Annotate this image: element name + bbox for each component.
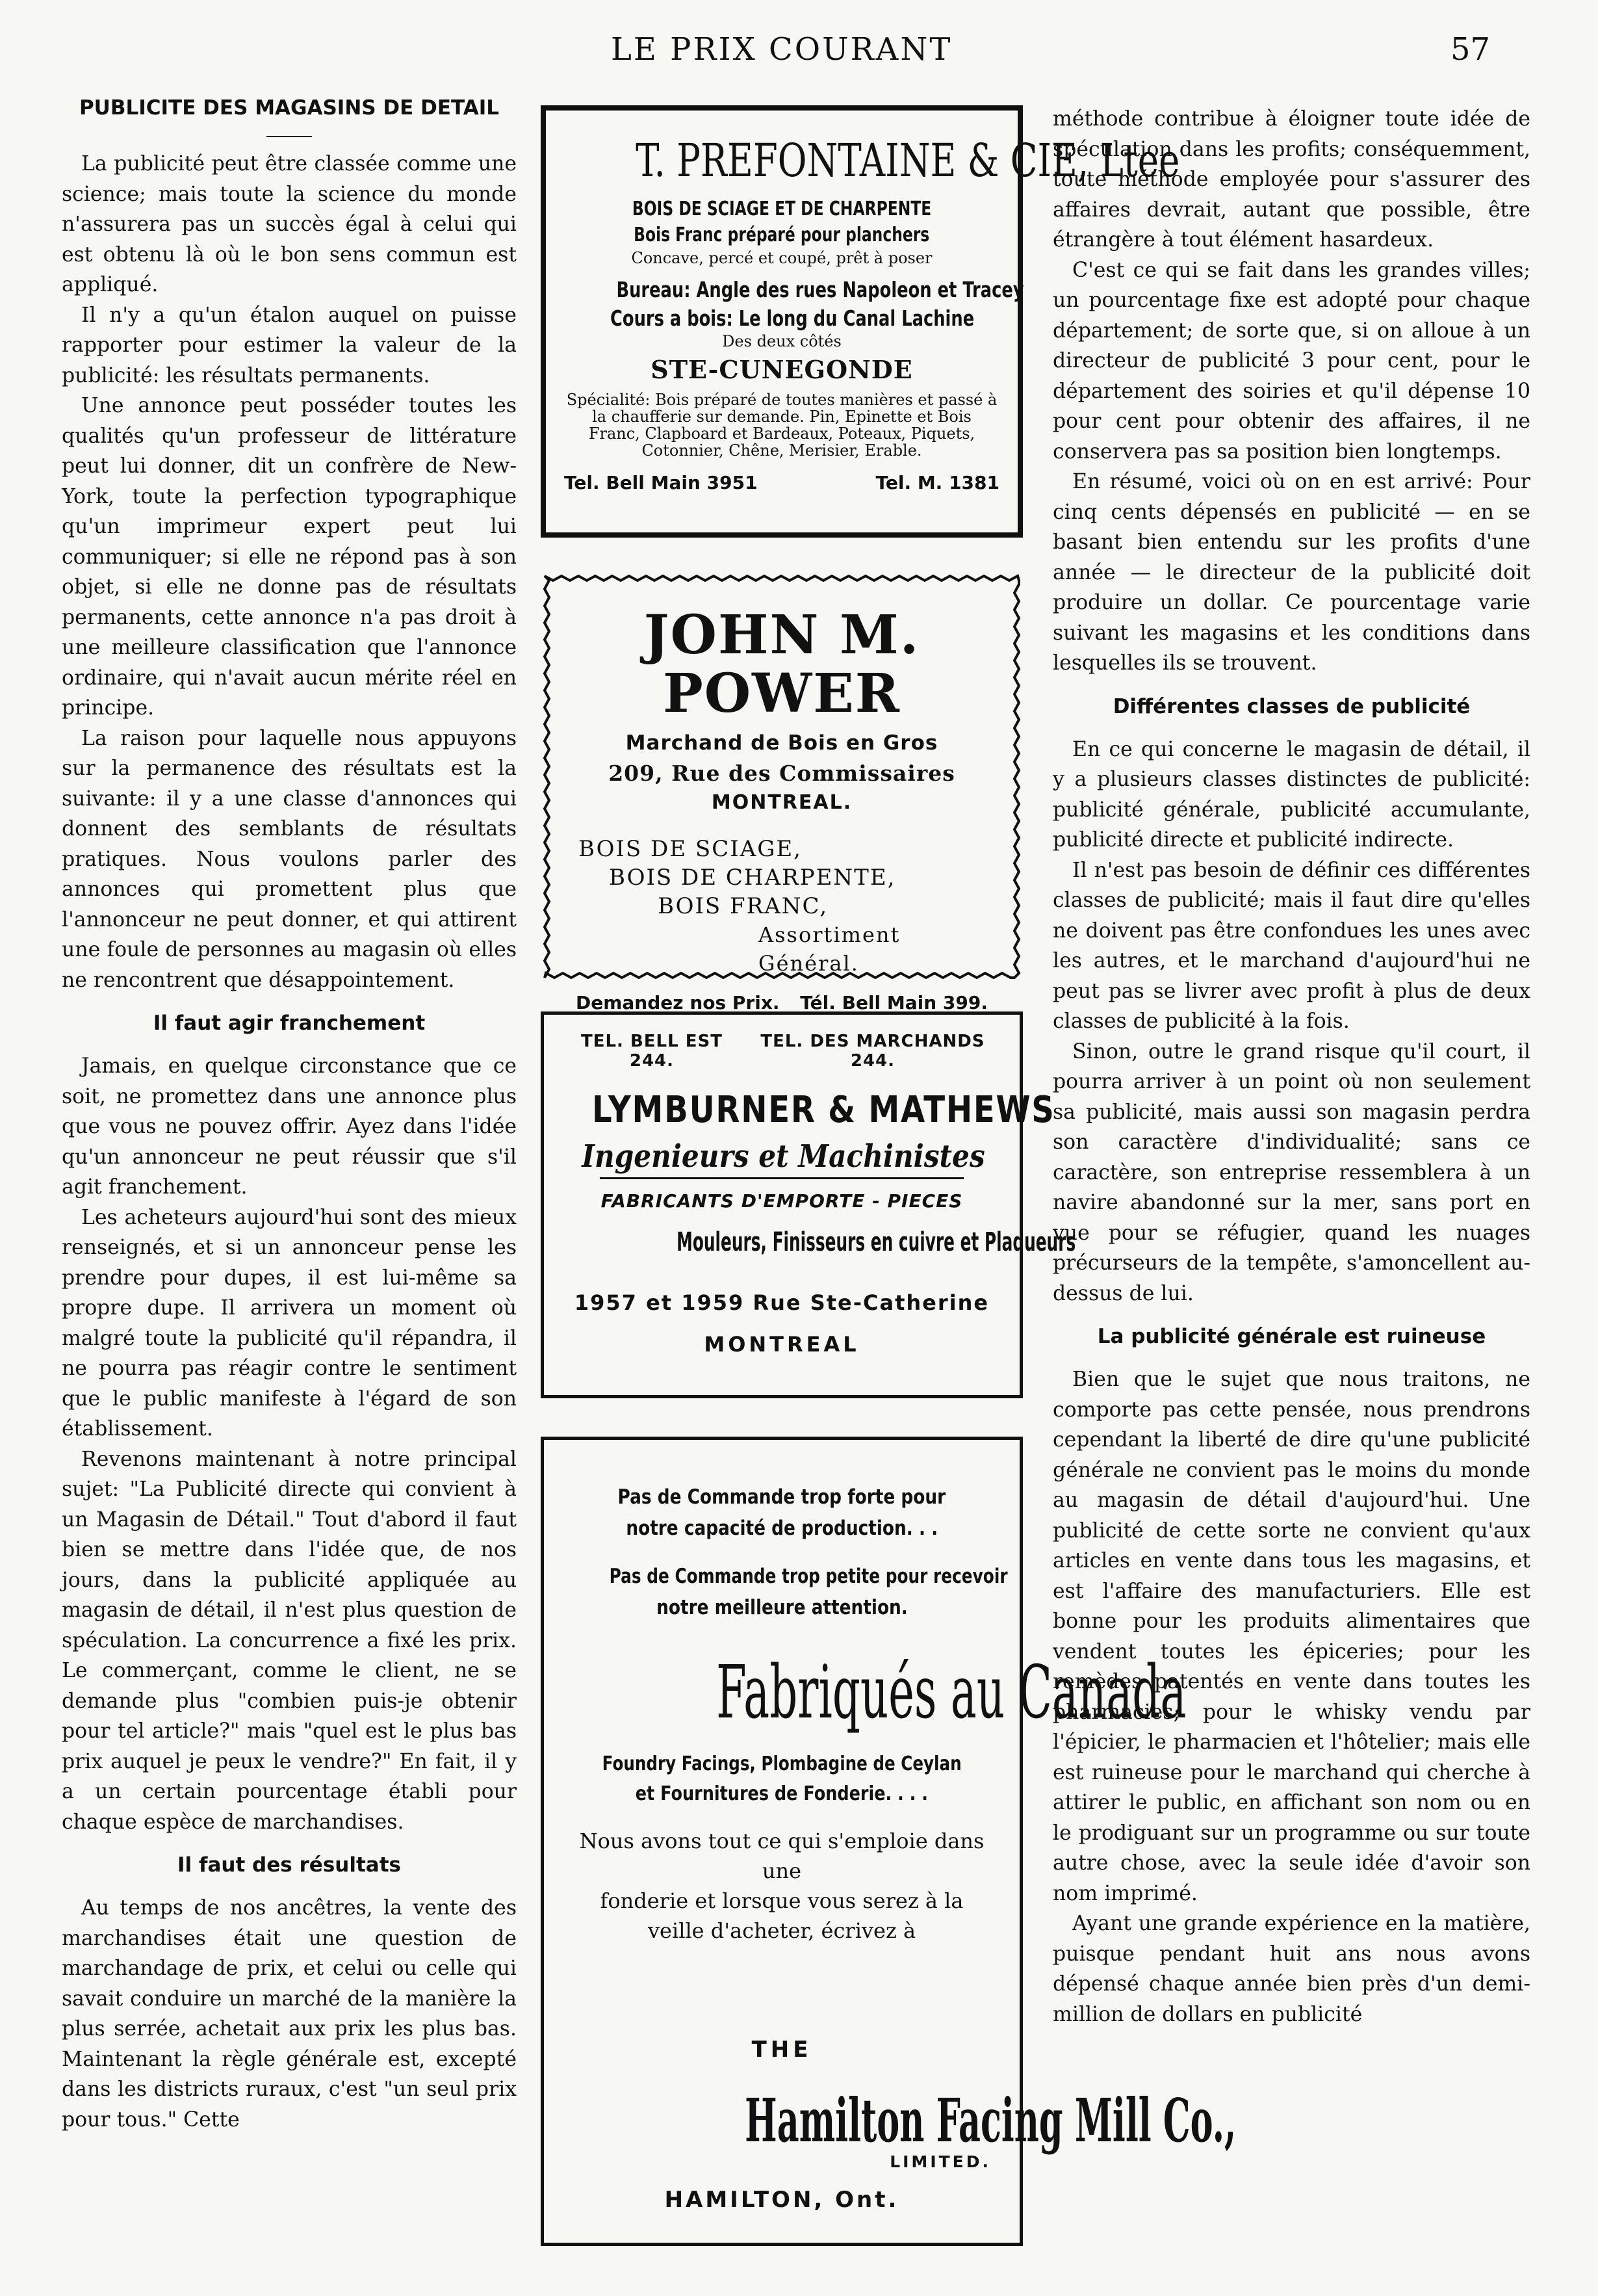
paragraph: méthode contribue à éloigner toute idée de spéculation dans les profits; conséquemment, toute méthode employée pour s'assurer des affaires devrait, autant que possible, être étrangère à tout élément hasardeux.	[1053, 107, 1530, 252]
ad-power-product: Assortiment Général.	[758, 922, 901, 976]
ad-lymburner	[541, 1011, 1076, 1398]
ad-prefontaine-title: T. PREFONTAINE & CIE, Ltee	[636, 134, 1180, 187]
section-heading: La publicité générale est ruineuse	[1097, 1325, 1486, 1348]
ad-lymburner-address: 1957 et 1959 Rue Ste-Catherine	[574, 1290, 990, 1315]
ad-prefontaine-line2: Bois Franc préparé pour planchers	[634, 224, 930, 246]
paragraph: Bien que le sujet que nous traitons, ne comporte pas cette pensée, nous prendrons cependant la liberté de dire qu'une publicité générale ne convient pas le moins du monde au magasin de détail d'aujourd'hui. Une publicité de cette sorte ne convient qu'aux articles en vente dans tous les magasins, et est l'affaire des manufacturiers. Elle est bonne pour les produits alimentaires que vendent toutes les épiceries; pour les remèdes patentés en vente dans toutes les pharmacies; pour le whisky vendu par l'épicier, le pharmacien et l'hôtelier; mais elle est ruineuse pour le marchand qui cherche à attirer le public, en affichant son nom ou en le prodiguant sur un programme ou sur toute autre chose, avec la seule idée d'avoir son nom imprimé.	[1053, 1368, 1530, 1905]
paragraph: Sinon, outre le grand risque qu'il court, il pourra arriver à un point où non seulement sa publicité, mais aussi son magasin perdra son caractère d'individualité; sans ce caractère, son entreprise ressemblera à un navire abandonné sur la mer, sans port en vue pour se réfugier, quand les nuages précurseurs de la tempête, s'amoncellent au-dessus de lui.	[1053, 1039, 1530, 1305]
paragraph: Jamais, en quelque circonstance que ce soit, ne promettez dans une annonce plus que vous ne pouvez offrir. Ayez dans l'idée qu'un annonceur ne peut réussir que s'il agit franchement.	[62, 1054, 517, 1199]
ad-hamilton-big: Fabriqués au Canada	[716, 1650, 1187, 1735]
paragraph: Il n'y a qu'un étalon auquel on puisse rapporter pour estimer la valeur de la publicité: les résultats permanents.	[62, 303, 517, 387]
ad-power-line1: Marchand de Bois en Gros	[625, 731, 938, 755]
ad-hamilton-f2: et Fournitures de Fonderie. . . .	[635, 1782, 929, 1805]
ad-prefontaine-cours: Cours a bois: Le long du Canal Lachine	[610, 306, 975, 331]
paragraph: Au temps de nos ancêtres, la vente des marchandises était une question de marchandage de prix, et celui ou celle qui savait conduire un marché de la manière la plus serrée, achetait aux prix les plus bas. Maintenant la règle générale est, excepté dans les districts ruraux, c'est "un seul prix pour tous." Cette	[62, 1896, 517, 2132]
ad-hamilton-the: THE	[751, 2037, 812, 2063]
divider	[600, 1177, 964, 1179]
paragraph: Les acheteurs aujourd'hui sont des mieux renseignés, et si un annonceur pense les prendre pour dupes, il est lui-même sa propre dupe. Il arrivera un moment où malgré toute la publicité qu'il répandra, il ne pourra pas réagir contre le sentiment que le public manifeste à l'égard de son établissement.	[62, 1205, 517, 1441]
page-header	[0, 31, 1598, 70]
ad-lymburner-tel-left: TEL. BELL EST 244.	[580, 1032, 723, 1071]
ad-power-foot-right: Tél. Bell Main 399.	[800, 992, 988, 1013]
ad-power-foot-left: Demandez nos Prix.	[576, 992, 780, 1013]
ad-power-line3: MONTREAL.	[711, 791, 853, 814]
section-heading: PUBLICITE DES MAGASINS DE DETAIL	[79, 96, 500, 120]
paragraph: En résumé, voici où on en est arrivé: Pour cinq cents dépensés en publicité — en se basant bien entendu sur les profits d'une année — le directeur de la publicité doit produire un dollar. Ce pourcentage varie suivant les magasins et les conditions dans lesquelles ils se trouvent.	[1053, 470, 1530, 675]
ad-prefontaine-tel-left: Tel. Bell Main 3951	[564, 472, 758, 493]
right-article-column	[1053, 104, 1530, 2029]
ad-lymburner-tel-right: TEL. DES MARCHANDS 244.	[760, 1032, 985, 1071]
ad-power	[541, 572, 1023, 1013]
paragraph: C'est ce qui se fait dans les grandes villes; un pourcentage fixe est adopté pour chaque département; de sorte que, si on alloue à un directeur de publicité 3 pour cent, pour le département des soiries et qu'il dépense 10 pour cent pour obtenir des affaires, il ne conservera pas sa position bien longtemps.	[1053, 258, 1530, 463]
ad-power-line2: 209, Rue des Commissaires	[608, 761, 955, 786]
ad-prefontaine	[541, 105, 1180, 538]
paragraph: Il n'est pas besoin de définir ces différentes classes de publicité; mais il faut dire qu'elles ne doivent pas être confondues les unes avec les autres, et le marchand d'aujourd'hui ne peut pas se livrer avec profit à plus de deux classes de publicité à la fois.	[1053, 858, 1530, 1033]
paragraph: En ce qui concerne le magasin de détail, il y a plusieurs classes distinctes de publicité: publicité générale, publicité accumulante, publicité directe et publicité indirecte.	[1053, 737, 1530, 852]
ad-lymburner-city: MONTREAL	[704, 1332, 860, 1357]
paragraph: La raison pour laquelle nous appuyons sur la permanence des résultats est la suivante: il y a une classe d'annonces qui donnent des semblants de résultats pratiques. Nous voulons parler des annonces qui promettent plus que l'annonceur ne peut donner, et qui attirent une foule de personnes au magasin où elles ne rencontrent que désappointement.	[62, 726, 517, 992]
left-article-column	[62, 94, 517, 2135]
section-heading: Il faut des résultats	[177, 1853, 401, 1877]
ad-lymburner-sub1: Ingenieurs et Machinistes	[582, 1138, 985, 1175]
ad-hamilton-ltd: LIMITED.	[890, 2152, 991, 2171]
wavy-border	[541, 572, 1023, 982]
ad-hamilton-b1: Nous avons tout ce qui s'emploie dans une	[579, 1829, 985, 1883]
ad-prefontaine-line1: BOIS DE SCIAGE ET DE CHARPENTE	[632, 198, 932, 220]
section-heading: Différentes classes de publicité	[1113, 694, 1471, 718]
ad-prefontaine-specialite: Spécialité: Bois préparé de toutes manières et passé à la chaufferie sur demande. Pin, Epinette et Bois Franc, Clapboard et Bardeaux, Poteaux, Piquets, Cotonnier, Chêne, Merisier, Erable.	[566, 391, 998, 460]
ad-hamilton-f1: Foundry Facings, Plombagine de Ceylan	[602, 1753, 962, 1775]
page-number: 57	[1450, 31, 1491, 68]
ad-power-product: BOIS FRANC,	[658, 893, 829, 919]
ad-hamilton-l3: Pas de Commande trop petite pour recevoir	[609, 1565, 1008, 1588]
ad-prefontaine-cotes: Des deux côtés	[722, 332, 842, 350]
ad-hamilton-mill: Hamilton Facing Mill Co.,	[745, 2085, 1237, 2156]
ad-hamilton-l4: notre meilleure attention.	[656, 1596, 908, 1619]
divider	[266, 136, 312, 137]
ad-lymburner-sub3: Mouleurs, Finisseurs en cuivre et Plaqueurs	[677, 1227, 1076, 1257]
ad-hamilton-b3: veille d'acheter, écrivez à	[647, 1918, 916, 1943]
paragraph: Une annonce peut posséder toutes les qualités qu'un professeur de littérature peut lui donner, dit un confrère de New-York, toute la perfection typographique qu'un imprimeur expert peut lui communiquer; si elle ne répond pas à son objet, si elle ne donne pas de résultats permanents, cette annonce n'a pas droit à une meilleure classification que l'annonce ordinaire, qui n'avait aucun mérite réel en principe.	[62, 394, 517, 720]
paragraph: La publicité peut être classée comme une science; mais toute la science du monde n'assurera pas un succès égal à celui qui est obtenu là où le bon sens commun est appliqué.	[62, 152, 517, 296]
ad-prefontaine-line3: Concave, percé et coupé, prêt à poser	[631, 249, 933, 267]
journal-title: LE PRIX COURANT	[611, 31, 953, 68]
ad-hamilton	[541, 1437, 1237, 2246]
ad-hamilton-b2: fonderie et lorsque vous serez à la	[600, 1888, 964, 1913]
ad-prefontaine-tel-right: Tel. M. 1381	[875, 472, 999, 493]
ad-hamilton-l1: Pas de Commande trop forte pour	[617, 1485, 946, 1509]
ad-lymburner-name: LYMBURNER & MATHEWS	[592, 1089, 1055, 1131]
ad-prefontaine-bureau: Bureau: Angle des rues Napoleon et Tracey	[616, 277, 1024, 302]
paragraph: Ayant une grande expérience en la matière, puisque pendant huit ans nous avons dépensé chaque année bien près d'un demi-million de dollars en publicité	[1053, 1912, 1530, 2026]
ad-power-product: BOIS DE CHARPENTE,	[609, 865, 896, 891]
ad-power-product: BOIS DE SCIAGE,	[578, 836, 802, 862]
ad-prefontaine-place: STE-CUNEGONDE	[651, 355, 913, 384]
ad-hamilton-l2: notre capacité de production. . .	[626, 1517, 938, 1540]
ad-lymburner-sub2: FABRICANTS D'EMPORTE - PIECES	[600, 1190, 963, 1212]
ad-power-name: JOHN M. POWER	[643, 604, 920, 725]
section-heading: Il faut agir franchement	[153, 1011, 426, 1035]
paragraph: Revenons maintenant à notre principal sujet: "La Publicité directe qui convient à un Magasin de Détail." Tout d'abord il faut bien se mettre dans l'idée que, de nos jours, dans la publicité appliquée au magasin de détail, il n'est plus question de spéculation. La concurrence a fixé les prix. Le commerçant, comme le client, ne se demande plus "combien puis-je obtenir pour tel article?" mais "quel est le plus bas prix auquel je peux le vendre?" En fait, il y a un certain pourcentage établi pour chaque espèce de marchandises.	[62, 1447, 517, 1834]
ad-hamilton-city: HAMILTON, Ont.	[664, 2187, 899, 2213]
